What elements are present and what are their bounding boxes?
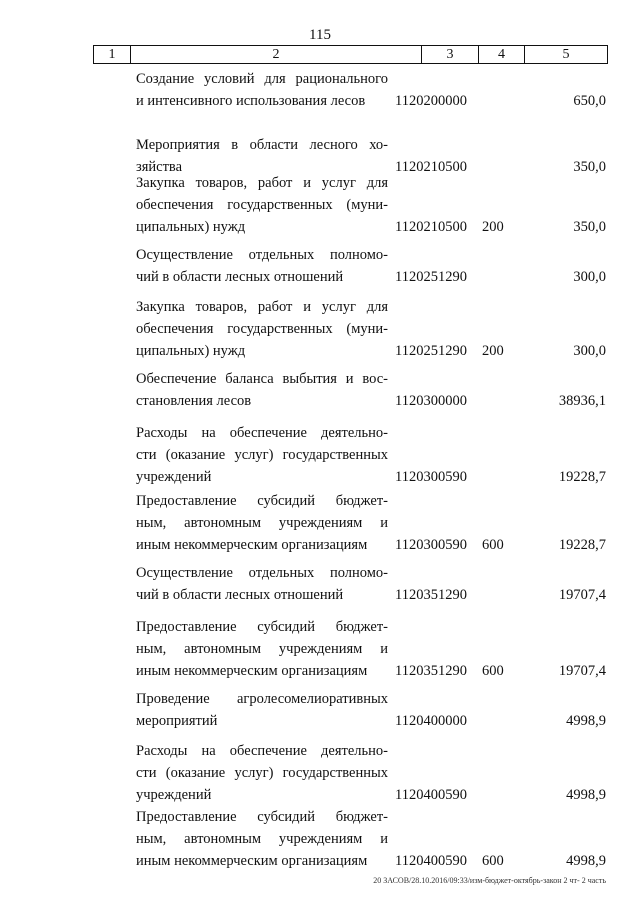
- header-col-1: 1: [108, 47, 116, 62]
- table-header: [93, 45, 608, 64]
- description-line: Создание условий для рационального: [136, 71, 388, 87]
- table-row: [0, 422, 640, 488]
- description-line: становления лесов: [136, 393, 252, 409]
- row-expense-type: 600: [482, 663, 504, 679]
- row-description: [136, 172, 388, 238]
- description-line: обеспечения государственных (муни-: [136, 321, 388, 337]
- row-amount: 300,0: [573, 269, 606, 285]
- footer-note: 20 ЗАСОВ/28.10.2016/09:33/изм-бюджет-октябрь-закон 2 чт- 2 часть: [373, 876, 606, 885]
- description-line: Мероприятия в области лесного хо-: [136, 137, 388, 153]
- description-line: Осуществление отдельных полномо-: [136, 247, 388, 263]
- row-amount: 38936,1: [558, 393, 606, 409]
- table-row: [0, 68, 640, 112]
- row-amount: 19228,7: [558, 537, 606, 553]
- description-line: чий в области лесных отношений: [136, 269, 344, 285]
- row-code: 1120400590: [395, 853, 467, 869]
- description-line: Предоставление субсидий бюджет-: [136, 809, 388, 825]
- table-row: [0, 244, 640, 288]
- description-line: иным некоммерческим организациям: [136, 663, 368, 679]
- header-col-2: 2: [272, 47, 280, 62]
- row-expense-type: 600: [482, 537, 504, 553]
- row-description: [136, 244, 388, 288]
- description-line: ным, автономным учреждениям и: [136, 515, 388, 531]
- header-col-5: 5: [562, 47, 570, 62]
- description-line: Закупка товаров, работ и услуг для: [136, 175, 388, 191]
- row-expense-type: 200: [482, 219, 504, 235]
- description-line: Расходы на обеспечение деятельно-: [136, 425, 388, 441]
- description-line: ным, автономным учреждениям и: [136, 641, 388, 657]
- description-line: сти (оказание услуг) государственных: [136, 765, 388, 781]
- row-amount: 300,0: [573, 343, 606, 359]
- table-row: [0, 740, 640, 806]
- row-description: [136, 562, 388, 606]
- row-code: 1120210500: [395, 219, 467, 235]
- row-description: [136, 296, 388, 362]
- row-code: 1120210500: [395, 159, 467, 175]
- description-line: Предоставление субсидий бюджет-: [136, 619, 388, 635]
- row-amount: 4998,9: [566, 853, 606, 869]
- row-code: 1120300590: [395, 469, 467, 485]
- description-line: Закупка товаров, работ и услуг для: [136, 299, 388, 315]
- row-description: [136, 422, 388, 488]
- row-code: 1120300590: [395, 537, 467, 553]
- row-description: [136, 368, 388, 412]
- table-row: [0, 296, 640, 362]
- description-line: чий в области лесных отношений: [136, 587, 344, 603]
- description-line: и интенсивного использования лесов: [136, 93, 366, 109]
- row-description: [136, 490, 388, 556]
- row-description: [136, 806, 388, 872]
- description-line: обеспечения государственных (муни-: [136, 197, 388, 213]
- table-row: [0, 616, 640, 682]
- description-line: Проведение агролесомелиоративных: [136, 691, 388, 707]
- header-col-3: 3: [446, 47, 454, 62]
- row-expense-type: 600: [482, 853, 504, 869]
- row-code: 1120251290: [395, 269, 467, 285]
- row-code: 1120400590: [395, 787, 467, 803]
- row-code: 1120400000: [395, 713, 467, 729]
- row-code: 1120351290: [395, 587, 467, 603]
- table-row: [0, 490, 640, 556]
- table-row: [0, 688, 640, 732]
- row-amount: 19707,4: [558, 663, 606, 679]
- description-line: Расходы на обеспечение деятельно-: [136, 743, 388, 759]
- row-code: 1120200000: [395, 93, 467, 109]
- row-amount: 19228,7: [558, 469, 606, 485]
- row-amount: 19707,4: [558, 587, 606, 603]
- description-line: мероприятий: [136, 713, 218, 729]
- row-description: [136, 688, 388, 732]
- description-line: ципальных) нужд: [136, 343, 246, 359]
- row-amount: 350,0: [573, 219, 606, 235]
- page-number: 115: [309, 27, 331, 43]
- row-description: [136, 616, 388, 682]
- table-row: [0, 562, 640, 606]
- description-line: Предоставление субсидий бюджет-: [136, 493, 388, 509]
- description-line: ципальных) нужд: [136, 219, 246, 235]
- description-line: учреждений: [136, 787, 212, 803]
- table-row: [0, 172, 640, 238]
- description-line: сти (оказание услуг) государственных: [136, 447, 388, 463]
- header-col-4: 4: [498, 47, 505, 62]
- row-code: 1120300000: [395, 393, 467, 409]
- description-line: учреждений: [136, 469, 212, 485]
- description-line: иным некоммерческим организациям: [136, 853, 368, 869]
- description-line: зяйства: [136, 159, 183, 175]
- row-amount: 650,0: [573, 93, 606, 109]
- table-row: [0, 368, 640, 412]
- row-amount: 4998,9: [566, 787, 606, 803]
- description-line: ным, автономным учреждениям и: [136, 831, 388, 847]
- row-description: [136, 740, 388, 806]
- row-amount: 4998,9: [566, 713, 606, 729]
- row-expense-type: 200: [482, 343, 504, 359]
- row-description: [136, 68, 388, 112]
- row-code: 1120251290: [395, 343, 467, 359]
- row-code: 1120351290: [395, 663, 467, 679]
- table-row: [0, 806, 640, 872]
- row-amount: 350,0: [573, 159, 606, 175]
- description-line: Осуществление отдельных полномо-: [136, 565, 388, 581]
- description-line: иным некоммерческим организациям: [136, 537, 368, 553]
- description-line: Обеспечение баланса выбытия и вос-: [136, 371, 388, 387]
